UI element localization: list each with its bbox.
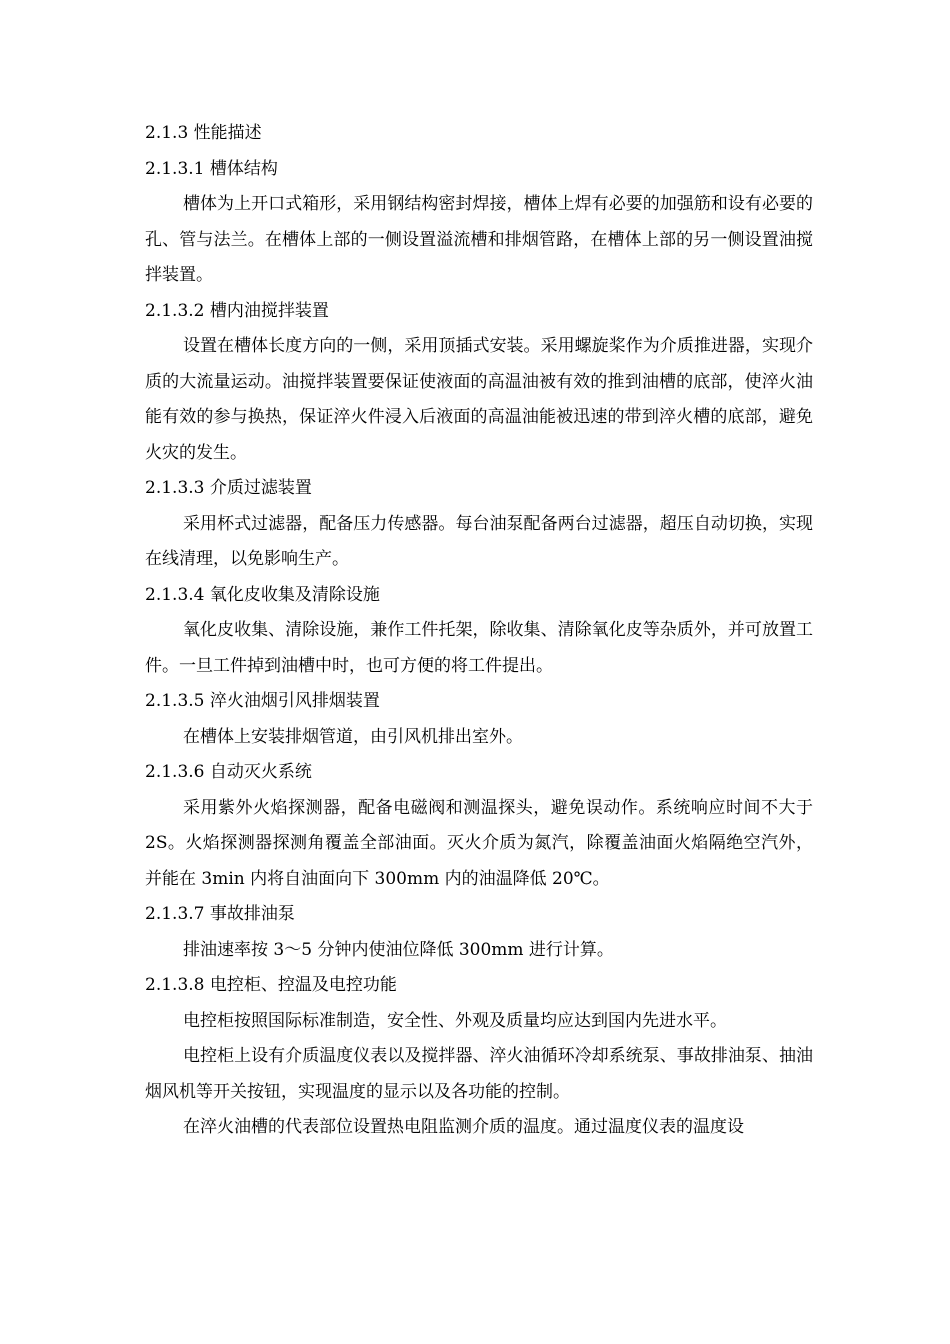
body-paragraph: 在淬火油槽的代表部位设置热电阻监测介质的温度。通过温度仪表的温度设 [183,1117,744,1137]
body-paragraph: 在槽体上安装排烟管道，由引风机排出室外。 [183,726,523,747]
body-paragraph: 采用紫外火焰探测器，配备电磁阀和测温探头，避免误动作。系统响应时间不大于 2S。火焰探测器探测角覆盖全部油面。灭火介质为氮汽，除覆盖油面火焰隔绝空汽外，并能在 3min 内将自油面向下 300mm 内的油温降低 20℃。 [145,797,813,889]
section-heading: 2.1.3.1 槽体结构 [145,158,278,179]
section-heading: 2.1.3.6 自动灭火系统 [145,762,312,782]
section-heading: 2.1.3 性能描述 [145,123,262,143]
body-paragraph: 氧化皮收集、清除设施，兼作工件托架，除收集、清除氧化皮等杂质外，并可放置工件。一旦工件掉到油槽中时，也可方便的将工件提出。 [145,620,813,676]
body-paragraph: 电控柜按照国际标准制造，安全性、外观及质量均应达到国内先进水平。 [183,1010,727,1031]
body-paragraph: 采用杯式过滤器，配备压力传感器。每台油泵配备两台过滤器，超压自动切换，实现在线清理，以免影响生产。 [145,513,813,569]
section-heading: 2.1.3.7 事故排油泵 [145,904,295,924]
body-paragraph: 电控柜上设有介质温度仪表以及搅拌器、淬火油循环冷却系统泵、事故排油泵、抽油烟风机等开关按钮，实现温度的显示以及各功能的控制。 [145,1046,813,1102]
section-heading: 2.1.3.3 介质过滤装置 [145,478,312,498]
section-heading: 2.1.3.2 槽内油搅拌装置 [145,300,329,321]
document-body [145,116,813,1146]
body-paragraph: 槽体为上开口式箱形，采用钢结构密封焊接，槽体上焊有必要的加强筋和设有必要的孔、管与法兰。在槽体上部的一侧设置溢流槽和排烟管路，在槽体上部的另一侧设置油搅拌装置。 [145,194,813,285]
body-paragraph: 排油速率按 3～5 分钟内使油位降低 300mm 进行计算。 [183,939,614,960]
section-heading: 2.1.3.8 电控柜、控温及电控功能 [145,975,397,995]
section-heading: 2.1.3.4 氧化皮收集及清除设施 [145,584,380,605]
body-paragraph: 设置在槽体长度方向的一侧，采用顶插式安装。采用螺旋桨作为介质推进器，实现介质的大流量运动。油搅拌装置要保证使液面的高温油被有效的推到油槽的底部，使淬火油能有效的参与换热，保证淬火件浸入后液面的高温油能被迅速的带到淬火槽的底部，避免火灾的发生。 [145,336,813,463]
section-heading: 2.1.3.5 淬火油烟引风排烟装置 [145,691,380,711]
